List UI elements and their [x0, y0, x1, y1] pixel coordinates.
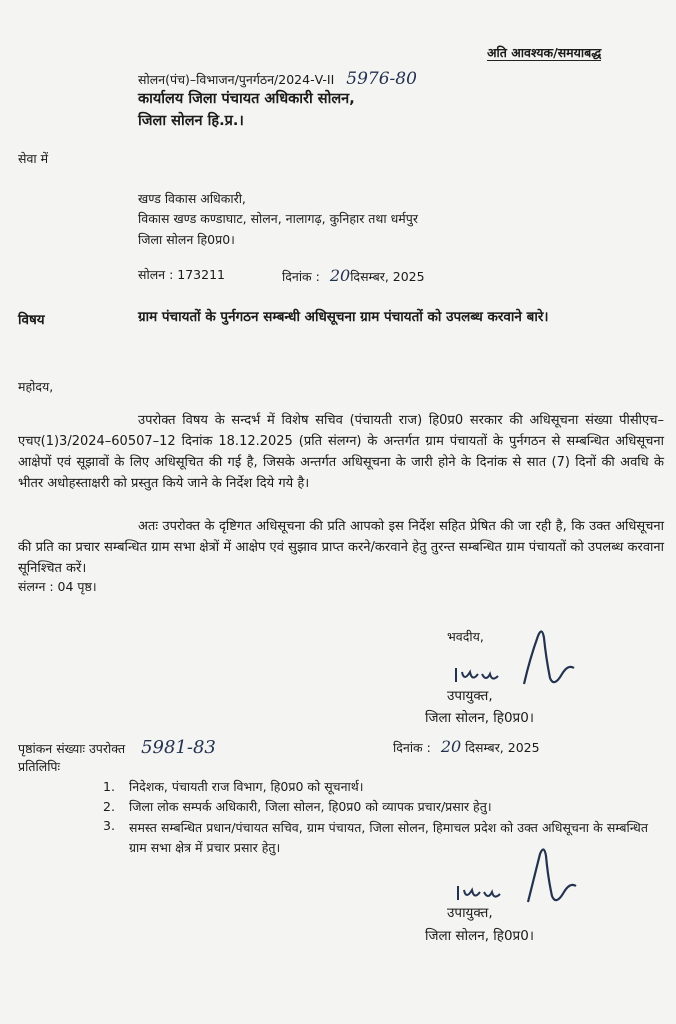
signature-1	[450, 618, 580, 690]
body-paragraph-1: उपरोक्त विषय के सन्दर्भ में विशेष सचिव (पंचायती राज) हि0प्र0 सरकार की अधिसूचना संख्या पीसीएच–एचए(1)3/2024–60507–12 दिनांक 18.12.2025 (प्रति संलग्न) के अन्तर्गत ग्राम पंचायतों के पुर्नगठन से सम्बन्धित अधिसूचना आक्षेपों एवं सूझावों के लिए अधिसूचित की गई है, जिसके अन्तर्गत अधिसूचना के जारी होने के दिनांक से सात (7) दिनों की अवधि के भीतर अधोहस्ताक्षरी को प्रस्तुत किये जाने के निर्देश दिये गये है।	[18, 413, 664, 491]
reference-number: सोलन(पंच)–विभाजन/पुनर्गठन/2024-V-II	[138, 72, 335, 87]
signatory-designation-2: उपायुक्त,	[447, 905, 493, 921]
date-month-year: दिसम्बर, 2025	[350, 269, 425, 284]
addressee-district: जिला सोलन हि0प्र0।	[138, 232, 235, 247]
handwritten-endorsement-number: 5981-83	[141, 737, 216, 758]
signatory-place-1: जिला सोलन, हि0प्र0।	[425, 710, 534, 726]
list-item-number: 3.	[103, 818, 115, 833]
office-district: जिला सोलन हि.प्र.।	[138, 113, 244, 129]
signatory-designation-1: उपायुक्त,	[447, 688, 493, 704]
reference-line	[138, 69, 417, 89]
to-label: सेवा में	[18, 151, 49, 166]
signature-2	[450, 838, 580, 910]
endorsement-date-label: दिनांक :	[393, 740, 431, 755]
list-item	[103, 778, 363, 795]
copy-to-label: प्रतिलिपिः	[18, 759, 61, 774]
addressee-title: खण्ड विकास अधिकारी,	[138, 191, 246, 206]
endorsement-date-month-year: दिसम्बर, 2025	[465, 740, 540, 755]
addressee-blocks: विकास खण्ड कण्डाघाट, सोलन, नालागढ़, कुनिहार तथा धर्मपुर	[138, 211, 418, 226]
list-item-number: 1.	[103, 779, 115, 794]
endorsement-label: पृष्ठांकन संख्याः उपरोक्त	[18, 741, 126, 756]
endorsement-line	[18, 737, 216, 758]
subject-text: ग्राम पंचायतों के पुर्नगठन सम्बन्धी अधिसूचना ग्राम पंचायतों को उपलब्ध करवाने बारे।	[138, 309, 549, 325]
priority-label: अति आवश्यक/समयाबद्ध	[487, 45, 602, 60]
body-paragraph-2: अतः उपरोक्त के दृष्टिगत अधिसूचना की प्रति आपको इस निर्देश सहित प्रेषित की जा रही है, कि उक्त अधिसूचना की प्रति का प्रचार सम्बन्धित ग्राम सभा क्षेत्रों में आक्षेप एवं सुझाव प्राप्त करने/करवाने हेतु तुरन्त सम्बन्धित ग्राम पंचायतों को उपलब्ध करवाना सूनिश्चित करें।	[18, 519, 664, 576]
signature-1-mark	[450, 618, 580, 690]
list-item-number: 2.	[103, 799, 115, 814]
endorsement-date	[393, 737, 540, 756]
enclosure: संलग्न : 04 पृष्ठ।	[18, 579, 97, 594]
signature-2-mark	[450, 838, 580, 910]
list-item-text: जिला लोक सम्पर्क अधिकारी, जिला सोलन, हि0प्र0 को व्यापक प्रचार/प्रसार हेतु।	[129, 799, 492, 814]
handwritten-reference: 5976-80	[346, 69, 417, 89]
list-item-text: समस्त सम्बन्धित प्रधान/पंचायत सचिव, ग्राम पंचायत, जिला सोलन, हिमाचल प्रदेश को उक्त अधिसूचना के सम्बन्धित ग्राम सभा क्षेत्र में प्रचार प्रसार हेतु।	[129, 820, 648, 855]
signatory-place-2: जिला सोलन, हि0प्र0।	[425, 928, 534, 944]
greeting: महोदय,	[18, 379, 54, 394]
closing: भवदीय,	[447, 629, 484, 644]
letter-date	[282, 266, 425, 285]
handwritten-day: 20	[329, 266, 351, 285]
handwritten-endorsement-day: 20	[440, 737, 462, 756]
place-pin: सोलन : 173211	[138, 267, 225, 282]
office-name: कार्यालय जिला पंचायत अधिकारी सोलन,	[138, 91, 355, 107]
list-item	[103, 798, 492, 815]
subject-label: विषय	[18, 312, 45, 328]
list-item-text: निदेशक, पंचायती राज विभाग, हि0प्र0 को सूचनार्थ।	[129, 779, 364, 794]
date-label: दिनांक :	[282, 269, 320, 284]
